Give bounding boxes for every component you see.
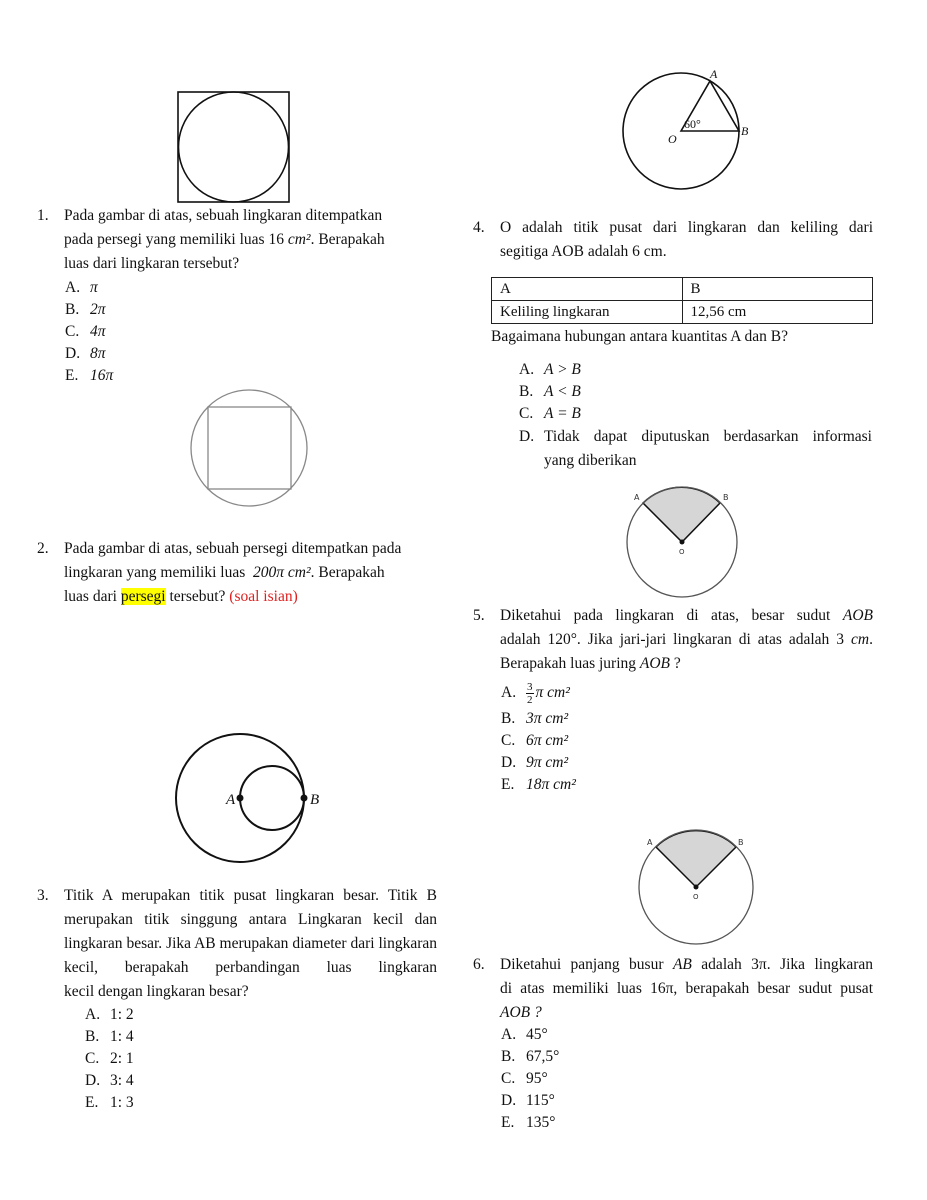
option[interactable]: D. 9π cm² [501, 754, 569, 771]
option[interactable]: A. $\frac{3}{2}$ π cm² [501, 680, 570, 706]
question-number: 3. [37, 887, 49, 904]
option[interactable]: C. 2: 1 [85, 1050, 134, 1067]
options-q3 [85, 1004, 134, 1114]
options-q6 [501, 1024, 559, 1134]
label-b: B [723, 493, 729, 502]
question-5: 5. Diketahui pada lingkaran di atas, besar sudut AOB adalah 120°. Jika jari-jari lingkaran di atas adalah 3 cm. Berapakah luas juring AOB ? [473, 604, 873, 676]
options-q5 [501, 678, 576, 796]
figure-sector-q5 [622, 485, 746, 601]
center-point [680, 540, 685, 545]
option[interactable]: A. 45° [501, 1026, 548, 1043]
label-o: O [679, 548, 685, 556]
figure-circle-in-square [176, 90, 292, 204]
center-point [694, 885, 699, 890]
table-row [492, 301, 873, 324]
option[interactable]: B. 67,5° [501, 1048, 560, 1065]
figure-sector-q6 [636, 827, 760, 945]
table-cell: A [492, 278, 683, 301]
point-b [301, 795, 308, 802]
option[interactable]: A. 1: 2 [85, 1006, 134, 1023]
question-text: Titik A merupakan titik pusat lingkaran besar. Titik B merupakan titik singgung antara Lingkaran kecil dan lingkaran besar. Jika AB merupakan diameter dari lingkaran kecil, berapakah perbandingan luas lingkaran [64, 887, 437, 976]
fraction-denominator: 2 [527, 693, 533, 706]
label-o: O [668, 132, 677, 146]
question-number: 5. [473, 607, 485, 624]
question-4-prompt: Bagaimana hubungan antara kuantitas A dan B? [491, 328, 788, 345]
angle-label: 60° [684, 117, 701, 131]
options-q4 [519, 359, 873, 473]
label-a: A [226, 792, 236, 808]
sector-aob [643, 487, 720, 542]
label-a: A [647, 838, 653, 847]
label-b: B [310, 792, 320, 808]
question-4: 4. O adalah titik pusat dari lingkaran dan keliling dari segitiga AOB adalah 6 cm. [473, 216, 873, 264]
question-text: Pada gambar di atas, sebuah lingkaran ditempatkan pada persegi yang memiliki luas 16 cm². Berapakah luas dari lingkaran tersebut? [64, 207, 385, 272]
option[interactable]: D. 3: 4 [85, 1072, 134, 1089]
label-a: A [634, 493, 640, 502]
option[interactable]: D. 8π [65, 345, 106, 362]
label-b: B [738, 838, 744, 847]
option[interactable]: D. Tidak dapat diputuskan berdasarkan informasi yang diberikan [519, 428, 872, 469]
label-a: A [710, 67, 718, 81]
option[interactable]: B. 2π [65, 301, 106, 318]
option[interactable]: A. A > B [519, 361, 581, 378]
circle [179, 92, 289, 202]
table-cell: 12,56 cm [682, 301, 873, 324]
option[interactable]: E. 18π cm² [501, 776, 576, 793]
question-2 [37, 537, 442, 609]
options-q1 [65, 277, 113, 387]
figure-square-in-circle [190, 388, 310, 508]
option[interactable]: E. 16π [65, 367, 114, 384]
question-number: 1. [37, 207, 49, 224]
fraction-numerator: 3 [527, 680, 533, 693]
option[interactable]: E. 1: 3 [85, 1094, 134, 1111]
label-o: O [693, 893, 699, 901]
square [208, 407, 291, 489]
note-fill-in: (soal isian) [229, 588, 298, 605]
question-text: Pada gambar di atas, sebuah persegi ditempatkan pada lingkaran yang memiliki luas 200π cm². Berapakah luas dari persegi tersebut? (soal isian) [64, 540, 402, 605]
option[interactable]: E. 135° [501, 1114, 556, 1131]
question-number: 2. [37, 540, 49, 557]
option[interactable]: C. A = B [519, 405, 581, 422]
option[interactable]: C. 6π cm² [501, 732, 569, 749]
question-number: 4. [473, 219, 485, 236]
sector-aob [656, 831, 736, 887]
option[interactable]: C. 95° [501, 1070, 548, 1087]
comparison-table [491, 277, 873, 324]
question-number: 6. [473, 956, 485, 973]
figure-tangent-circles [170, 732, 320, 872]
question-3: 3. Titik A merupakan titik pusat lingkaran besar. Titik B merupakan titik singgung antara Lingkaran kecil dan lingkaran besar. Jika AB merupakan diameter dari lingkaran kecil, berapakah perbandingan luas lingkaran kecil dengan lingkaran besar? [37, 884, 437, 1004]
small-circle [240, 766, 304, 830]
label-b: B [741, 124, 749, 138]
highlighted-word: persegi [120, 588, 166, 605]
table-cell: Keliling lingkaran [492, 301, 683, 324]
table-cell: B [682, 278, 873, 301]
point-a [237, 795, 244, 802]
table-row [492, 278, 873, 301]
option[interactable]: D. 115° [501, 1092, 555, 1109]
option[interactable]: B. 1: 4 [85, 1028, 134, 1045]
option[interactable]: C. 4π [65, 323, 106, 340]
option[interactable]: A. π [65, 279, 98, 296]
figure-triangle-in-circle [622, 68, 762, 192]
option[interactable]: B. 3π cm² [501, 710, 569, 727]
question-6: 6. Diketahui panjang busur AB adalah 3π. Jika lingkaran di atas memiliki luas 16π, berapakah besar sudut pusat AOB ? [473, 953, 873, 1025]
option[interactable]: B. A < B [519, 383, 581, 400]
question-1 [37, 204, 442, 276]
